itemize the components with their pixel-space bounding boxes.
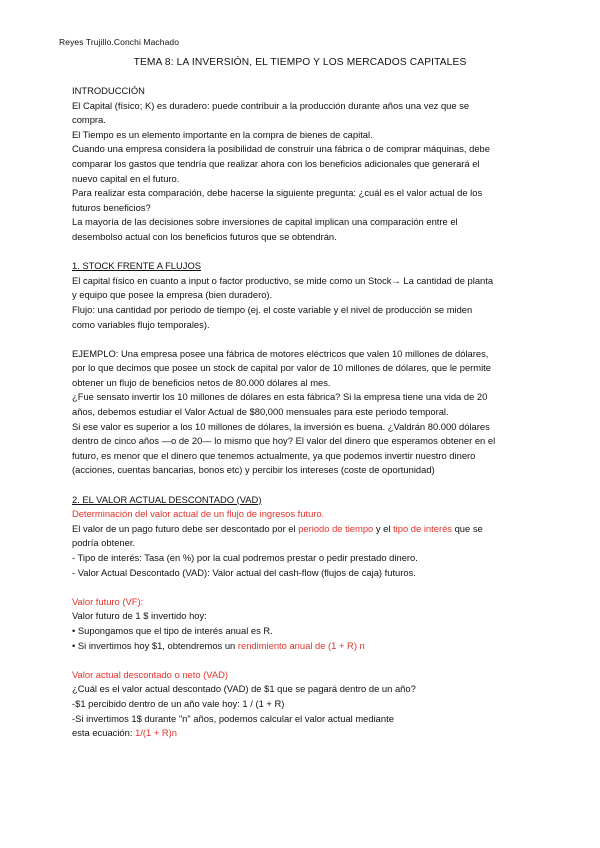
van-line: -$1 percibido dentro de un año vale hoy: 1 / (1 + R) — [72, 697, 285, 709]
example-line: dentro de cinco años —o de 20— lo mismo que hoy? El valor del dinero que esperamos obtener en el — [72, 435, 496, 447]
vf-line — [72, 639, 532, 654]
intro-line: Para realizar esta comparación, debe hacerse la siguiente pregunta: ¿cuál es el valor actual de los — [72, 187, 483, 199]
vad-text: que se — [451, 522, 483, 534]
highlight-periodo: periodo de tiempo — [298, 522, 374, 534]
example-line: (acciones, cuentas bancarias, bonos etc) y percibir los intereses (coste de oportunidad) — [72, 464, 435, 476]
page-title: TEMA 8: LA INVERSIÓN, EL TIEMPO Y LOS MERCADOS CAPITALES — [133, 57, 467, 68]
spacer — [72, 245, 532, 260]
section-heading-vad: 2. EL VALOR ACTUAL DESCONTADO (VAD) — [72, 493, 262, 505]
intro-line: comparar los gastos que tendría que realizar ahora con los beneficios adicionales que generará el — [72, 157, 480, 169]
vad-text: y el — [373, 522, 394, 534]
van-text: esta ecuación: — [72, 727, 136, 739]
document-body — [72, 84, 532, 741]
vf-text: • Si invertimos hoy $1, obtendremos un — [72, 639, 238, 651]
vad-line: - Tipo de interés: Tasa (en %) por la cual podremos prestar o pedir prestado dinero. — [72, 552, 418, 563]
intro-line: El Capital (físico; K) es duradero: puede contribuir a la producción durante años una vez que se — [72, 99, 470, 111]
section-heading-stock: 1. STOCK FRENTE A FLUJOS — [72, 260, 202, 272]
intro-line: El Tiempo es un elemento importante en la compra de bienes de capital. — [72, 128, 373, 140]
intro-line: compra. — [72, 114, 106, 126]
spacer — [72, 653, 532, 668]
vf-line: Valor futuro de 1 $ invertido hoy: — [72, 610, 207, 622]
example-line: años, debemos estudiar el Valor Actual de $80,000 mensuales para este periodo temporal. — [72, 406, 449, 418]
van-line: -Si invertimos 1$ durante "n" años, podemos calcular el valor actual mediante — [72, 712, 394, 724]
vad-subtitle: Determinación del valor actual de un flujo de ingresos futuro. — [72, 508, 325, 520]
intro-heading: INTRODUCCIÓN — [72, 85, 145, 96]
vad-line: podría obtener. — [72, 537, 136, 549]
vf-line: • Supongamos que el tipo de interés anual es R. — [72, 624, 273, 636]
vad-text: El valor de un pago futuro debe ser descontado por el — [72, 522, 299, 534]
van-line: ¿Cuál es el valor actual descontado (VAD) de $1 que se pagará dentro de un año? — [72, 683, 416, 695]
stock-line: El capital físico en cuanto a input o factor productivo, se mide como un Stock→ La cantidad de planta — [72, 274, 494, 286]
spacer — [72, 332, 532, 347]
stock-line: como variables flujo temporales). — [72, 318, 210, 330]
intro-line: Cuando una empresa considera la posibilidad de construir una fábrica o de comprar máquinas, debe — [72, 143, 490, 155]
example-line: ¿Fue sensato invertir los 10 millones de dólares en esta fábrica? Si la empresa tiene una vida de 20 — [72, 391, 488, 403]
highlight-rendimiento: rendimiento anual de (1 + R) n — [237, 639, 365, 651]
intro-line: La mayoría de las decisiones sobre inversiones de capital implican una comparación entre el — [72, 216, 458, 228]
intro-line: futuros beneficios? — [72, 201, 151, 213]
example-line: futuro, es menor que el dinero que tenemos actualmente, ya que podemos invertir nuestro dinero — [72, 449, 476, 461]
example-line: EJEMPLO: Una empresa posee una fábrica de motores eléctricos que valen 10 millones de dólares, — [72, 347, 489, 359]
intro-line: nuevo capital en el futuro. — [72, 172, 180, 184]
vf-heading: Valor futuro (VF): — [72, 595, 144, 607]
example-line: obtener un flujo de beneficios netos de 80.000 dólares al mes. — [72, 376, 331, 388]
stock-line: y equipo que posee la empresa (bien duradero). — [72, 289, 273, 301]
spacer — [72, 478, 532, 493]
highlight-interes: tipo de interés — [393, 522, 452, 534]
van-heading: Valor actual descontado o neto (VAD) — [72, 668, 228, 680]
example-line: por lo que decimos que posee un stock de capital por valor de 10 millones de dólares, que le permite — [72, 362, 492, 374]
example-line: Si ese valor es superior a los 10 millones de dólares, la inversión es buena. ¿Valdrán 80.000 dólares — [72, 420, 490, 432]
author-line: Reyes Trujillo.Conchi Machado — [59, 37, 180, 47]
vad-line: - Valor Actual Descontado (VAD): Valor actual del cash-flow (flujos de caja) futuros. — [72, 566, 416, 578]
spacer — [72, 580, 532, 595]
van-line — [72, 726, 532, 741]
vad-line — [72, 522, 532, 537]
stock-line: Flujo: una cantidad por periodo de tiempo (ej. el coste variable y el nivel de producción se miden — [72, 303, 473, 315]
highlight-ecuacion: 1/(1 + R)n — [135, 727, 178, 739]
intro-line: desembolso actual con los beneficios futuros que se obtendrán. — [72, 230, 337, 242]
